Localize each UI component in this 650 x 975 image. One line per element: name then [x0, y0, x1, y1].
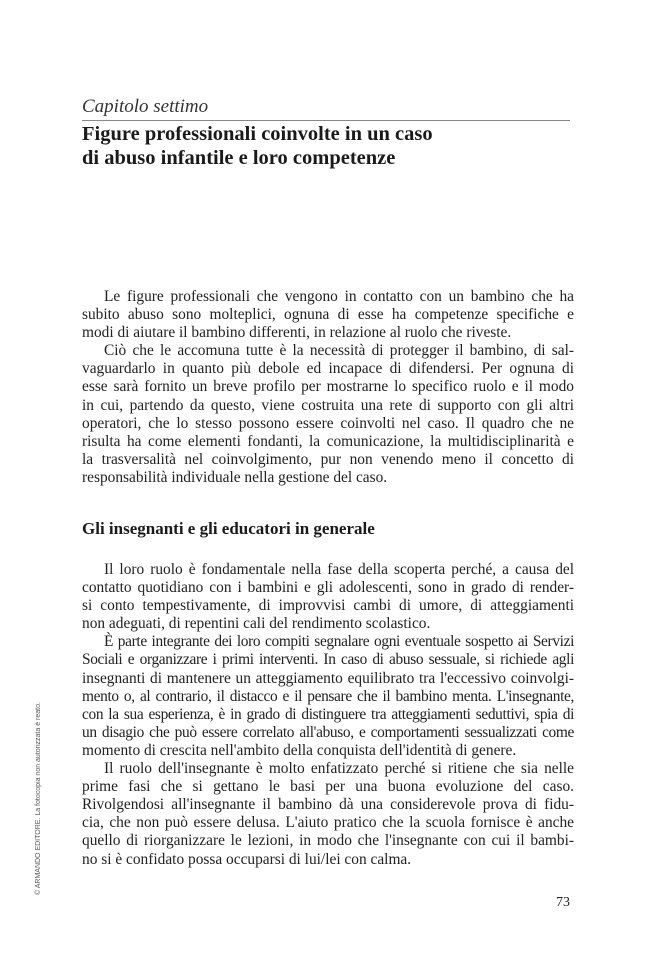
text-line: mento o, al contrario, il distacco e il pensare che il bambino menta. L'insegnante, — [82, 687, 574, 705]
text-line: non adeguati, di repentini cali del rendimento scolastico. — [82, 615, 431, 633]
copyright-notice: © ARMANDO EDITORE. La fotocopia non autorizzata è reato. — [35, 702, 42, 895]
text-line: Il loro ruolo è fondamentale nella fase della scoperta perché, a causa del — [104, 561, 574, 578]
text-line: con la sua esperienza, è in grado di distinguere tra atteggiamenti seduttivi, spia di — [82, 705, 574, 723]
text-line: Il ruolo dell'insegnante è molto enfatizzato perché si ritiene che sia nelle — [104, 760, 574, 778]
text-line: modi di aiutare il bambino differenti, in relazione al ruolo che riveste. — [82, 324, 512, 342]
text-line: la trasversalità nel coinvolgimento, pur non venendo meno il concetto di — [82, 450, 574, 468]
chapter-rule — [82, 120, 570, 121]
text-line: Rivolgendosi all'insegnante il bambino dà una considerevole prova di fidu- — [82, 796, 574, 814]
text-line: in cui, partendo da questo, viene costruita una rete di supporto con gli altri — [82, 396, 574, 414]
text-line: vaguardarlo in quanto più debole ed incapace di difendersi. Per ognuna di — [82, 360, 574, 378]
text-line: momento di crescita nell'ambito della conquista dell'identità di genere. — [82, 741, 517, 759]
chapter-title — [82, 122, 433, 170]
text-line: insegnanti di mantenere un atteggiamento equilibrato tra l'eccessivo coinvolgi- — [82, 669, 574, 687]
text-line: operatori, che lo stesso possono essere coinvolti nel caso. Il quadro che ne — [82, 414, 574, 432]
text-line: no si è confidato possa occuparsi di lui/lei con calma. — [82, 850, 412, 868]
intro-text — [82, 288, 574, 487]
text-line: esse sarà fornito un breve profilo per mostrarne lo specifico ruolo e il modo — [82, 378, 574, 396]
text-line: Sociali e organizzare i primi interventi. In caso di abuso sessuale, si richiede agli — [82, 651, 574, 669]
text-line: risulta ha come elementi fondanti, la comunicazione, la multidisciplinarità e — [82, 432, 574, 450]
text-line: Ciò che le accomuna tutte è la necessità di protegger il bambino, di sal- — [104, 342, 574, 360]
text-line: quello di riorganizzare le lezioni, in modo che l'insegnante con cui il bambi- — [82, 832, 574, 850]
text-line: prime fasi che si gettano le basi per una buona evoluzione del caso. — [82, 778, 574, 796]
chapter-title-line: Figure professionali coinvolte in un caso — [82, 123, 433, 145]
text-line: cia, che non può essere delusa. L'aiuto pratico che la scuola fornisce è anche — [82, 814, 574, 832]
text-line: Le figure professionali che vengono in contatto con un bambino che ha — [104, 288, 574, 305]
chapter-title-line: di abuso infantile e loro competenze — [82, 147, 396, 169]
chapter-label: Capitolo settimo — [82, 96, 209, 117]
section-text — [82, 561, 574, 869]
text-line: un disagio che può essere correlato all'abuso, e comportamenti sessualizzati come — [82, 723, 574, 741]
section-heading: Gli insegnanti e gli educatori in generale — [82, 519, 375, 538]
page-number: 73 — [556, 895, 570, 910]
text-line: contatto quotidiano con i bambini e gli adolescenti, sono in grado di render- — [82, 579, 574, 597]
text-line: È parte integrante dei loro compiti segnalare ogni eventuale sospetto ai Servizi — [104, 633, 574, 651]
text-line: subito abuso sono molteplici, ognuna di esse ha competenze specifiche e — [82, 306, 574, 324]
text-line: responsabilità individuale nella gestione del caso. — [82, 468, 388, 486]
text-line: si conto tempestivamente, di improvvisi cambi di umore, di atteggiamenti — [82, 597, 574, 615]
